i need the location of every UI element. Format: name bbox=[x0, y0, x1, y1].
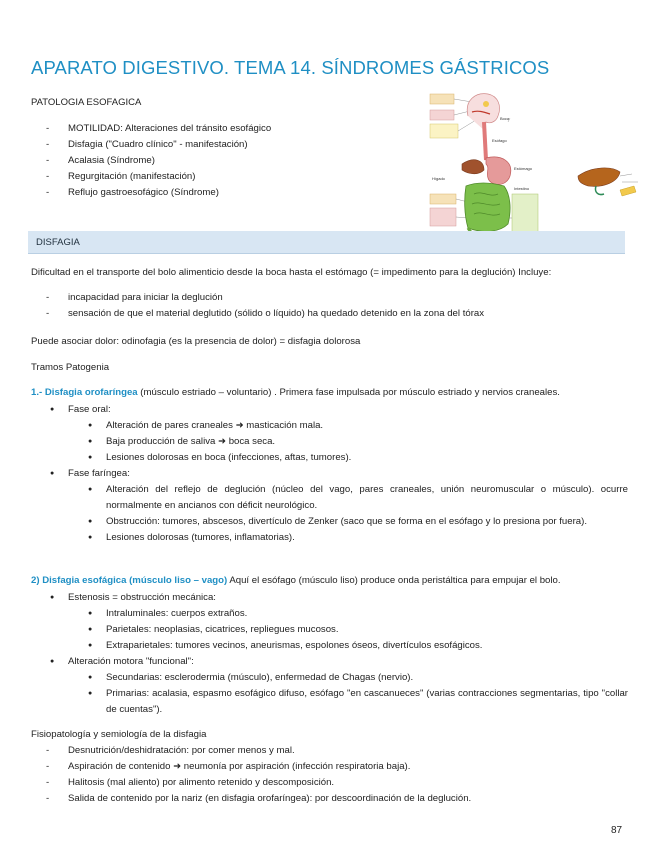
divider bbox=[28, 253, 625, 254]
list-item: - Salida de contenido por la nariz (en disfagia orofaríngea): por descoordinación de la deglución. bbox=[46, 791, 471, 807]
figure-label: Hígado bbox=[432, 176, 445, 181]
salivary-gland bbox=[483, 101, 489, 107]
list-item: ● Alteración de pares craneales ➜ masticación mala. bbox=[88, 418, 628, 434]
list-item: - Acalasia (Síndrome) bbox=[46, 153, 271, 169]
esofagica-desc: Aquí el esófago (músculo liso) produce onda peristáltica para empujar el bolo. bbox=[227, 575, 561, 586]
list-item: ● Secundarias: esclerodermia (músculo), enfermedad de Chagas (nervio). bbox=[88, 670, 628, 686]
page-title: APARATO DIGESTIVO. TEMA 14. SÍNDROMES GÁSTRICOS bbox=[31, 57, 550, 78]
fase-oral-list bbox=[68, 418, 628, 466]
section-heading: DISFAGIA bbox=[36, 237, 80, 248]
section-heading-band bbox=[28, 231, 625, 253]
esofagica-list bbox=[50, 590, 628, 718]
fase-oral-label: Fase oral: bbox=[68, 404, 111, 415]
list-item: - Reflujo gastroesofágico (Síndrome) bbox=[46, 185, 271, 201]
label-box bbox=[430, 110, 454, 120]
fase-faringea-label: Fase faríngea: bbox=[68, 468, 130, 479]
list-item: ● Extraparietales: tumores vecinos, aneurismas, espolones óseos, divertículos esofágicos. bbox=[88, 638, 628, 654]
list-item: - Halitosis (mal aliento) por alimento retenido y descomposición. bbox=[46, 775, 471, 791]
patologia-list bbox=[46, 121, 271, 201]
figure-label: Esófago bbox=[492, 138, 507, 143]
list-item: ● Parietales: neoplasias, cicatrices, repliegues mucosos. bbox=[88, 622, 628, 638]
estenosis-label: Estenosis = obstrucción mecánica: bbox=[68, 592, 216, 603]
esofagica-title: 2) Disfagia esofágica (músculo liso – vago) bbox=[31, 575, 228, 586]
list-item: - MOTILIDAD: Alteraciones del tránsito esofágico bbox=[46, 121, 271, 137]
figure-label: Estómago bbox=[514, 166, 533, 171]
list-item: - sensación de que el material deglutido (sólido o líquido) ha quedado detenido en la zona del tórax bbox=[46, 306, 484, 322]
list-item bbox=[50, 590, 628, 654]
label-box bbox=[430, 208, 456, 226]
list-item bbox=[50, 654, 628, 718]
page-number: 87 bbox=[611, 825, 623, 836]
orofaringea-title: 1.- Disfagia orofaríngea bbox=[31, 387, 138, 398]
orofaringea-list bbox=[50, 402, 628, 546]
tramos-label: Tramos Patogenia bbox=[31, 362, 110, 373]
list-item: ● Intraluminales: cuerpos extraños. bbox=[88, 606, 628, 622]
digestive-system-figure bbox=[428, 90, 646, 252]
list-item: ● Baja producción de saliva ➜ boca seca. bbox=[88, 434, 628, 450]
list-item: ● Primarias: acalasia, espasmo esofágico difuso, esófago "en cascanueces" (varias contracciones segmentarias, tipo "collar de cuentas"). bbox=[88, 686, 628, 718]
list-item: - Aspiración de contenido ➜ neumonía por aspiración (infección respiratoria baja). bbox=[46, 759, 471, 775]
list-item: - Regurgitación (manifestación) bbox=[46, 169, 271, 185]
definition-text: Dificultad en el transporte del bolo alimenticio desde la boca hasta el estómago (= impedimento para la deglución) Incluye: bbox=[31, 267, 552, 278]
label-box bbox=[430, 94, 454, 104]
dolor-text: Puede asociar dolor: odinofagia (es la presencia de dolor) = disfagia dolorosa bbox=[31, 336, 361, 347]
list-item bbox=[50, 466, 628, 546]
motora-list bbox=[68, 670, 628, 718]
fisiopatologia-list bbox=[46, 743, 471, 807]
list-item: - incapacidad para iniciar la deglución bbox=[46, 290, 484, 306]
figure-label: Intestino bbox=[514, 186, 530, 191]
orofaringea-heading bbox=[31, 385, 560, 400]
patologia-label: PATOLOGIA ESOFAGICA bbox=[31, 97, 142, 108]
esophagus-shape bbox=[484, 122, 486, 160]
stomach-shape bbox=[486, 157, 511, 185]
label-box bbox=[430, 124, 458, 138]
label-box bbox=[430, 194, 456, 204]
esofagica-heading bbox=[31, 573, 561, 588]
list-item: ● Obstrucción: tumores, abscesos, divertículo de Zenker (saco que se forma en el esófago y lo presiona por fuera). bbox=[88, 514, 628, 530]
fase-faringea-list bbox=[68, 482, 628, 546]
motora-label: Alteración motora "funcional": bbox=[68, 656, 194, 667]
fisiopatologia-label: Fisiopatología y semiología de la disfagia bbox=[31, 729, 207, 740]
list-item: ● Alteración del reflejo de deglución (núcleo del vago, pares craneales, unión neuromuscular o músculo). ocurre normalmente en ancianos con déficit neurológico. bbox=[88, 482, 628, 514]
list-item: ● Lesiones dolorosas en boca (infecciones, aftas, tumores). bbox=[88, 450, 628, 466]
list-item: ● Lesiones dolorosas (tumores, inflamatorias). bbox=[88, 530, 628, 546]
orofaringea-desc: (músculo estriado – voluntario) . Primera fase impulsada por músculo estriado y nervios craneales. bbox=[137, 387, 560, 398]
definition-list bbox=[46, 290, 484, 322]
liver-shape bbox=[462, 160, 484, 174]
list-item bbox=[50, 402, 628, 466]
figure-label: Boca bbox=[500, 116, 510, 121]
estenosis-list bbox=[68, 606, 628, 654]
list-item: - Desnutrición/deshidratación: por comer menos y mal. bbox=[46, 743, 471, 759]
list-item: - Disfagia ("Cuadro clínico" - manifestación) bbox=[46, 137, 271, 153]
